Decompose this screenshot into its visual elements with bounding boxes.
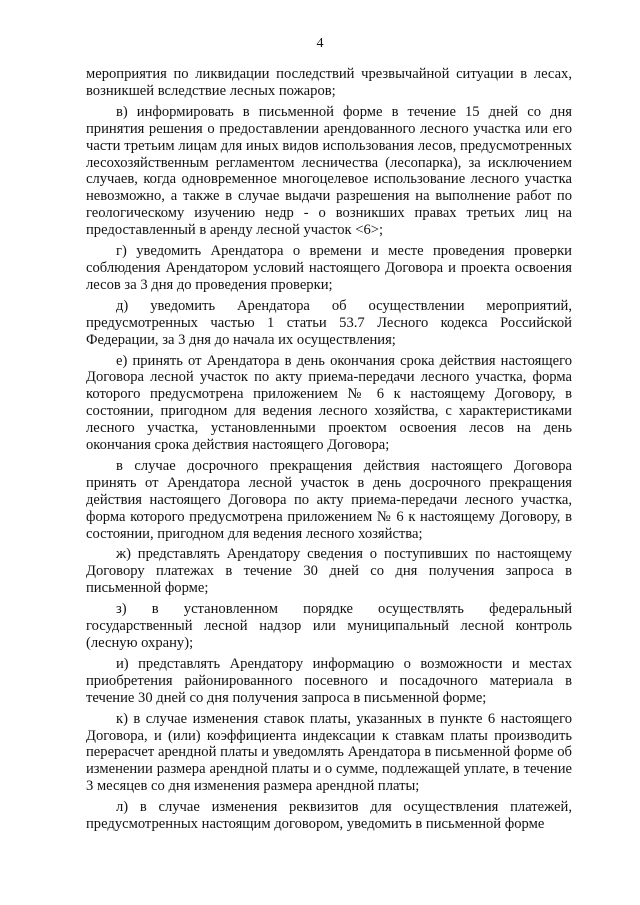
paragraph-item-e: е) принять от Арендатора в день окончания срока действия настоящего Договора лесной участок по акту приема-передачи лесного участка, форма которого предусмотрена приложением № 6 к настоящему Договору, в состоянии, пригодном для ведения лесного хозяйства, с характеристиками лесного участка, установленными проектом освоения лесов на день окончания срока действия настоящего Договора; — [86, 352, 572, 454]
paragraph-item-i: и) представлять Арендатору информацию о возможности и местах приобретения районированного посевного и посадочного материала в течение 30 дней со дня получения запроса в письменной форме; — [86, 655, 572, 706]
paragraph-continuation: мероприятия по ликвидации последствий чрезвычайной ситуации в лесах, возникшей вследствие лесных пожаров; — [86, 66, 572, 99]
paragraph-early-termination: в случае досрочного прекращения действия настоящего Договора принять от Арендатора лесной участок в день досрочного прекращения действия настоящего Договора по акту приема-передачи лесного участка, форма которого предусмотрена приложением № 6 к настоящему Договору, в состоянии, пригодном для ведения лесного хозяйства; — [86, 457, 572, 542]
document-body — [86, 66, 572, 837]
paragraph-item-l: л) в случае изменения реквизитов для осуществления платежей, предусмотренных настоящим договором, уведомить в письменной форме — [86, 799, 572, 833]
paragraph-item-g: г) уведомить Арендатора о времени и месте проведения проверки соблюдения Арендатором условий настоящего Договора и проекта освоения лесов за 3 дня до проведения проверки; — [86, 243, 572, 293]
paragraph-item-z: з) в установленном порядке осуществлять федеральный государственный лесной надзор или муниципальный лесной контроль (лесную охрану); — [86, 601, 572, 651]
paragraph-item-d: д) уведомить Арендатора об осуществлении мероприятий, предусмотренных частью 1 статьи 53.7 Лесного кодекса Российской Федерации, за 3 дня до начала их осуществления; — [86, 297, 572, 348]
paragraph-item-v: в) информировать в письменной форме в течение 15 дней со дня принятия решения о предоставлении арендованного лесного участка или его части третьим лицам для иных видов использования лесов, предусмотренных лесохозяйственным регламентом лесничества (лесопарка), за исключением случаев, когда одновременное многоцелевое использование лесного участка невозможно, а также в случае выдачи разрешения на выполнение работ по геологическому изучению недр - о возникших правах третьих лиц на предоставленный в аренду лесной участок <6>; — [86, 103, 572, 239]
page-number: 4 — [316, 36, 324, 51]
paragraph-item-zh: ж) представлять Арендатору сведения о поступивших по настоящему Договору платежах в течение 30 дней со дня получения запроса в письменной форме; — [86, 546, 572, 597]
paragraph-item-k: к) в случае изменения ставок платы, указанных в пункте 6 настоящего Договора, и (или) коэффициента индексации к ставкам платы производить перерасчет арендной платы и уведомлять Арендатора в письменной форме об изменении размера арендной платы и о сумме, подлежащей уплате, в течение 3 месяцев со дня изменения размера арендной платы; — [86, 710, 572, 795]
